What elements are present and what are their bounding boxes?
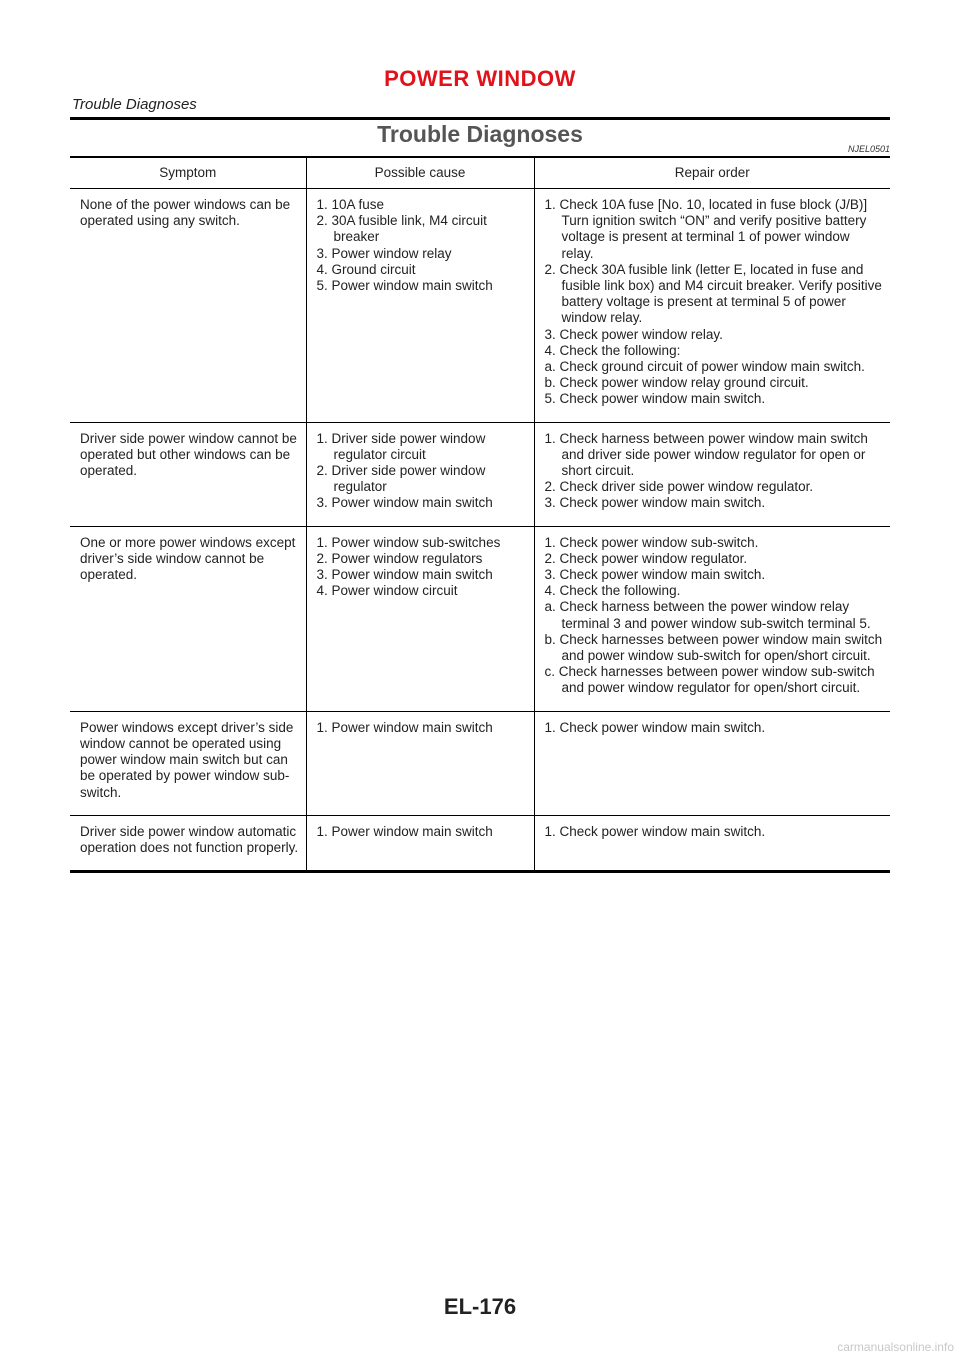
section-code: NJEL0501	[847, 144, 890, 154]
repair-step: 4. Check the following:	[544, 342, 681, 358]
cause-item: 5. Power window main switch	[316, 278, 493, 294]
diagnosis-table-wrap	[70, 156, 890, 873]
table-row	[70, 711, 890, 815]
repair-cell	[534, 189, 890, 423]
column-header-symptom: Symptom	[70, 158, 306, 189]
table-body	[70, 189, 890, 871]
cause-item: 1. Power window sub-switches	[316, 534, 501, 550]
repair-cell	[534, 815, 890, 870]
repair-step: b. Check power window relay ground circuit.	[544, 375, 809, 391]
repair-step: 3. Check power window relay.	[544, 326, 723, 342]
repair-step: b. Check harnesses between power window main switch and power window sub-switch for open/short circuit.	[544, 631, 883, 664]
table-row	[70, 189, 890, 423]
symptom-cell: Driver side power window cannot be operated but other windows can be operated.	[70, 422, 306, 526]
cause-cell	[306, 526, 534, 711]
cause-cell	[306, 815, 534, 870]
repair-cell	[534, 526, 890, 711]
repair-step: 4. Check the following.	[544, 583, 681, 599]
cause-item: 3. Power window main switch	[316, 495, 493, 511]
cause-item: 1. Power window main switch	[316, 719, 493, 735]
section-title: Trouble Diagnoses	[377, 121, 583, 147]
repair-step: 2. Check 30A fusible link (letter E, located in fuse and fusible link box) and M4 circuit breaker. Verify positive battery voltage is present at terminal 5 of power window relay.	[544, 261, 882, 326]
header-rule	[70, 117, 890, 120]
watermark: carmanualsonline.info	[837, 1340, 954, 1354]
cause-item: 4. Ground circuit	[316, 261, 416, 277]
repair-step: 1. Check 10A fuse [No. 10, located in fuse block (J/B)] Turn ignition switch “ON” and verify positive battery voltage is present at terminal 1 of power window relay.	[544, 197, 868, 261]
repair-step: 3. Check power window main switch.	[544, 495, 766, 511]
cause-cell	[306, 422, 534, 526]
table-header-row	[70, 158, 890, 189]
cause-item: 2. Driver side power window regulator	[316, 463, 486, 495]
symptom-cell: None of the power windows can be operated using any switch.	[70, 189, 306, 423]
page-number: EL-176	[443, 1294, 517, 1319]
repair-step: 2. Check power window regulator.	[544, 550, 748, 566]
cause-item: 1. 10A fuse	[316, 197, 385, 212]
repair-step: c. Check harnesses between power window sub-switch and power window regulator for open/short circuit.	[544, 664, 875, 696]
repair-step: 3. Check power window main switch.	[544, 567, 766, 583]
cause-item: 1. Power window main switch	[316, 823, 493, 839]
header-title: POWER WINDOW	[384, 66, 576, 91]
cause-cell	[306, 711, 534, 815]
repair-cell	[534, 422, 890, 526]
repair-step: a. Check harness between the power window relay terminal 3 and power window sub-switch terminal 5.	[544, 599, 871, 631]
header-subtitle: Trouble Diagnoses	[72, 96, 197, 113]
repair-step: 1. Check power window main switch.	[544, 823, 766, 839]
repair-step: 1. Check power window main switch.	[544, 719, 766, 735]
cause-cell	[306, 189, 534, 423]
symptom-cell: Power windows except driver’s side window cannot be operated using power window main switch but can be operated by power window sub-switch.	[70, 711, 306, 815]
cause-item: 3. Power window relay	[316, 245, 452, 261]
repair-step: 2. Check driver side power window regulator.	[544, 479, 814, 495]
repair-cell	[534, 711, 890, 815]
cause-item: 1. Driver side power window regulator circuit	[316, 430, 486, 462]
table-row	[70, 526, 890, 711]
table-row	[70, 815, 890, 870]
symptom-cell: One or more power windows except driver’s side window cannot be operated.	[70, 526, 306, 711]
table-row	[70, 422, 890, 526]
repair-step: 1. Check power window sub-switch.	[544, 534, 759, 550]
column-header-cause: Possible cause	[306, 158, 534, 189]
repair-step: a. Check ground circuit of power window main switch.	[544, 359, 865, 375]
cause-item: 4. Power window circuit	[316, 583, 458, 599]
repair-step: 1. Check harness between power window main switch and driver side power window regulator for open or short circuit.	[544, 430, 868, 479]
cause-item: 3. Power window main switch	[316, 567, 493, 583]
cause-item: 2. 30A fusible link, M4 circuit breaker	[316, 213, 487, 245]
column-header-repair: Repair order	[534, 158, 890, 189]
repair-step: 5. Check power window main switch.	[544, 391, 766, 407]
cause-item: 2. Power window regulators	[316, 550, 483, 566]
symptom-cell: Driver side power window automatic operation does not function properly.	[80, 823, 299, 855]
diagnosis-table	[70, 158, 890, 870]
